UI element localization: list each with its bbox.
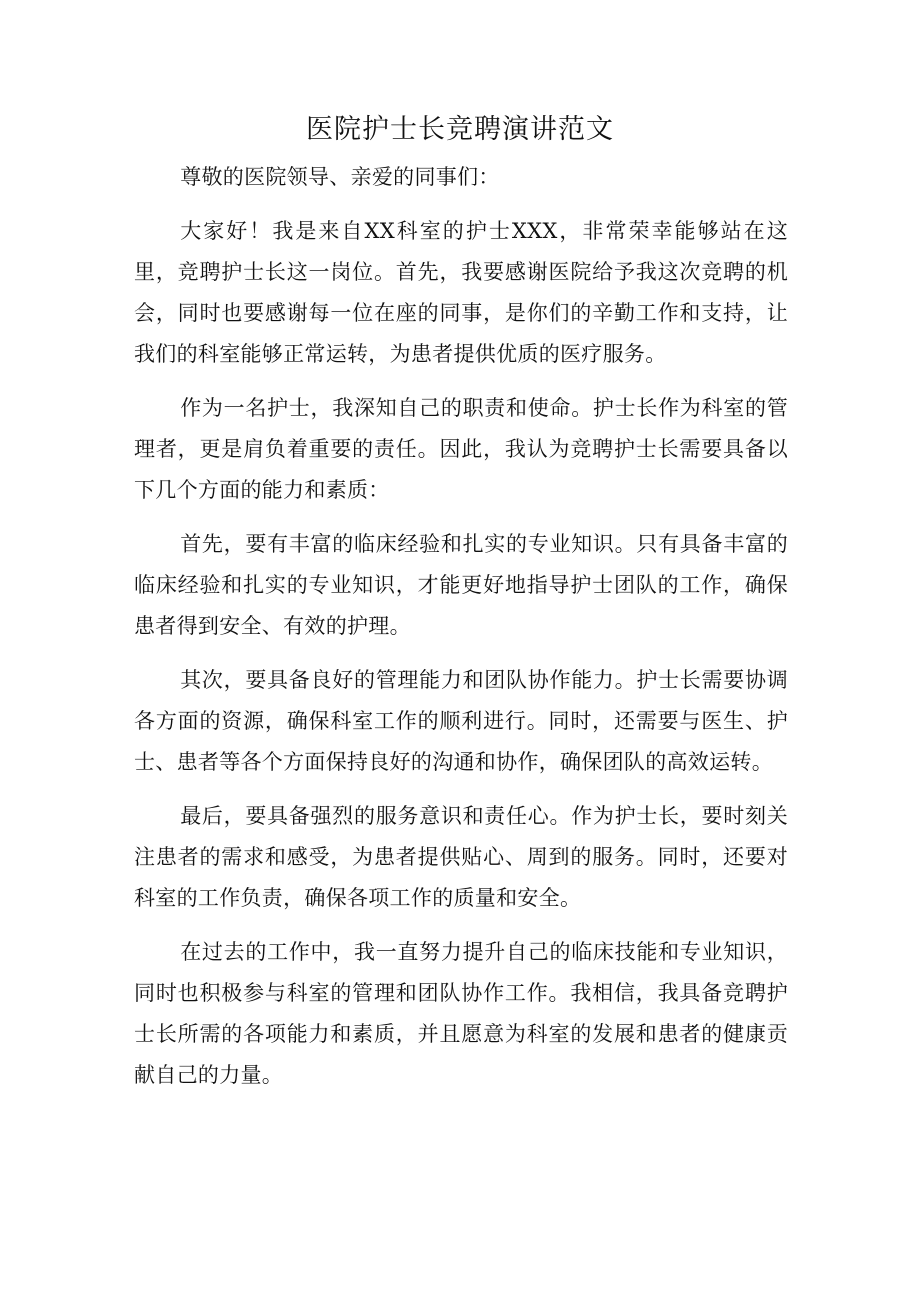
document-body <box>134 157 788 1109</box>
commitment-paragraph: 在过去的工作中，我一直努力提升自己的临床技能和专业知识，同时也积极参与科室的管理和团队协作工作。我相信，我具备竞聘护士长所需的各项能力和素质，并且愿意为科室的发展和患者的健康贡献自己的力量。 <box>134 940 788 1087</box>
greeting-paragraph: 大家好！我是来自XX科室的护士XXX，非常荣幸能够站在这里，竞聘护士长这一岗位。首先，我要感谢医院给予我这次竞聘的机会，同时也要感谢每一位在座的同事，是你们的辛勤工作和支持，让我们的科室能够正常运转，为患者提供优质的医疗服务。 <box>134 219 788 366</box>
document-title: 医院护士长竞聘演讲范文 <box>306 114 614 145</box>
experience-paragraph: 首先，要有丰富的临床经验和扎实的专业知识。只有具备丰富的临床经验和扎实的专业知识，才能更好地指导护士团队的工作，确保患者得到安全、有效的护理。 <box>134 532 788 638</box>
salutation-paragraph: 尊敬的医院领导、亲爱的同事们： <box>180 165 500 189</box>
duty-paragraph: 作为一名护士，我深知自己的职责和使命。护士长作为科室的管理者，更是肩负着重要的责任。因此，我认为竞聘护士长需要具备以下几个方面的能力和素质： <box>134 396 788 502</box>
service-paragraph: 最后，要具备强烈的服务意识和责任心。作为护士长，要时刻关注患者的需求和感受，为患者提供贴心、周到的服务。同时，还要对科室的工作负责，确保各项工作的质量和安全。 <box>134 804 788 910</box>
management-paragraph: 其次，要具备良好的管理能力和团队协作能力。护士长需要协调各方面的资源，确保科室工作的顺利进行。同时，还需要与医生、护士、患者等各个方面保持良好的沟通和协作，确保团队的高效运转。 <box>134 668 788 774</box>
